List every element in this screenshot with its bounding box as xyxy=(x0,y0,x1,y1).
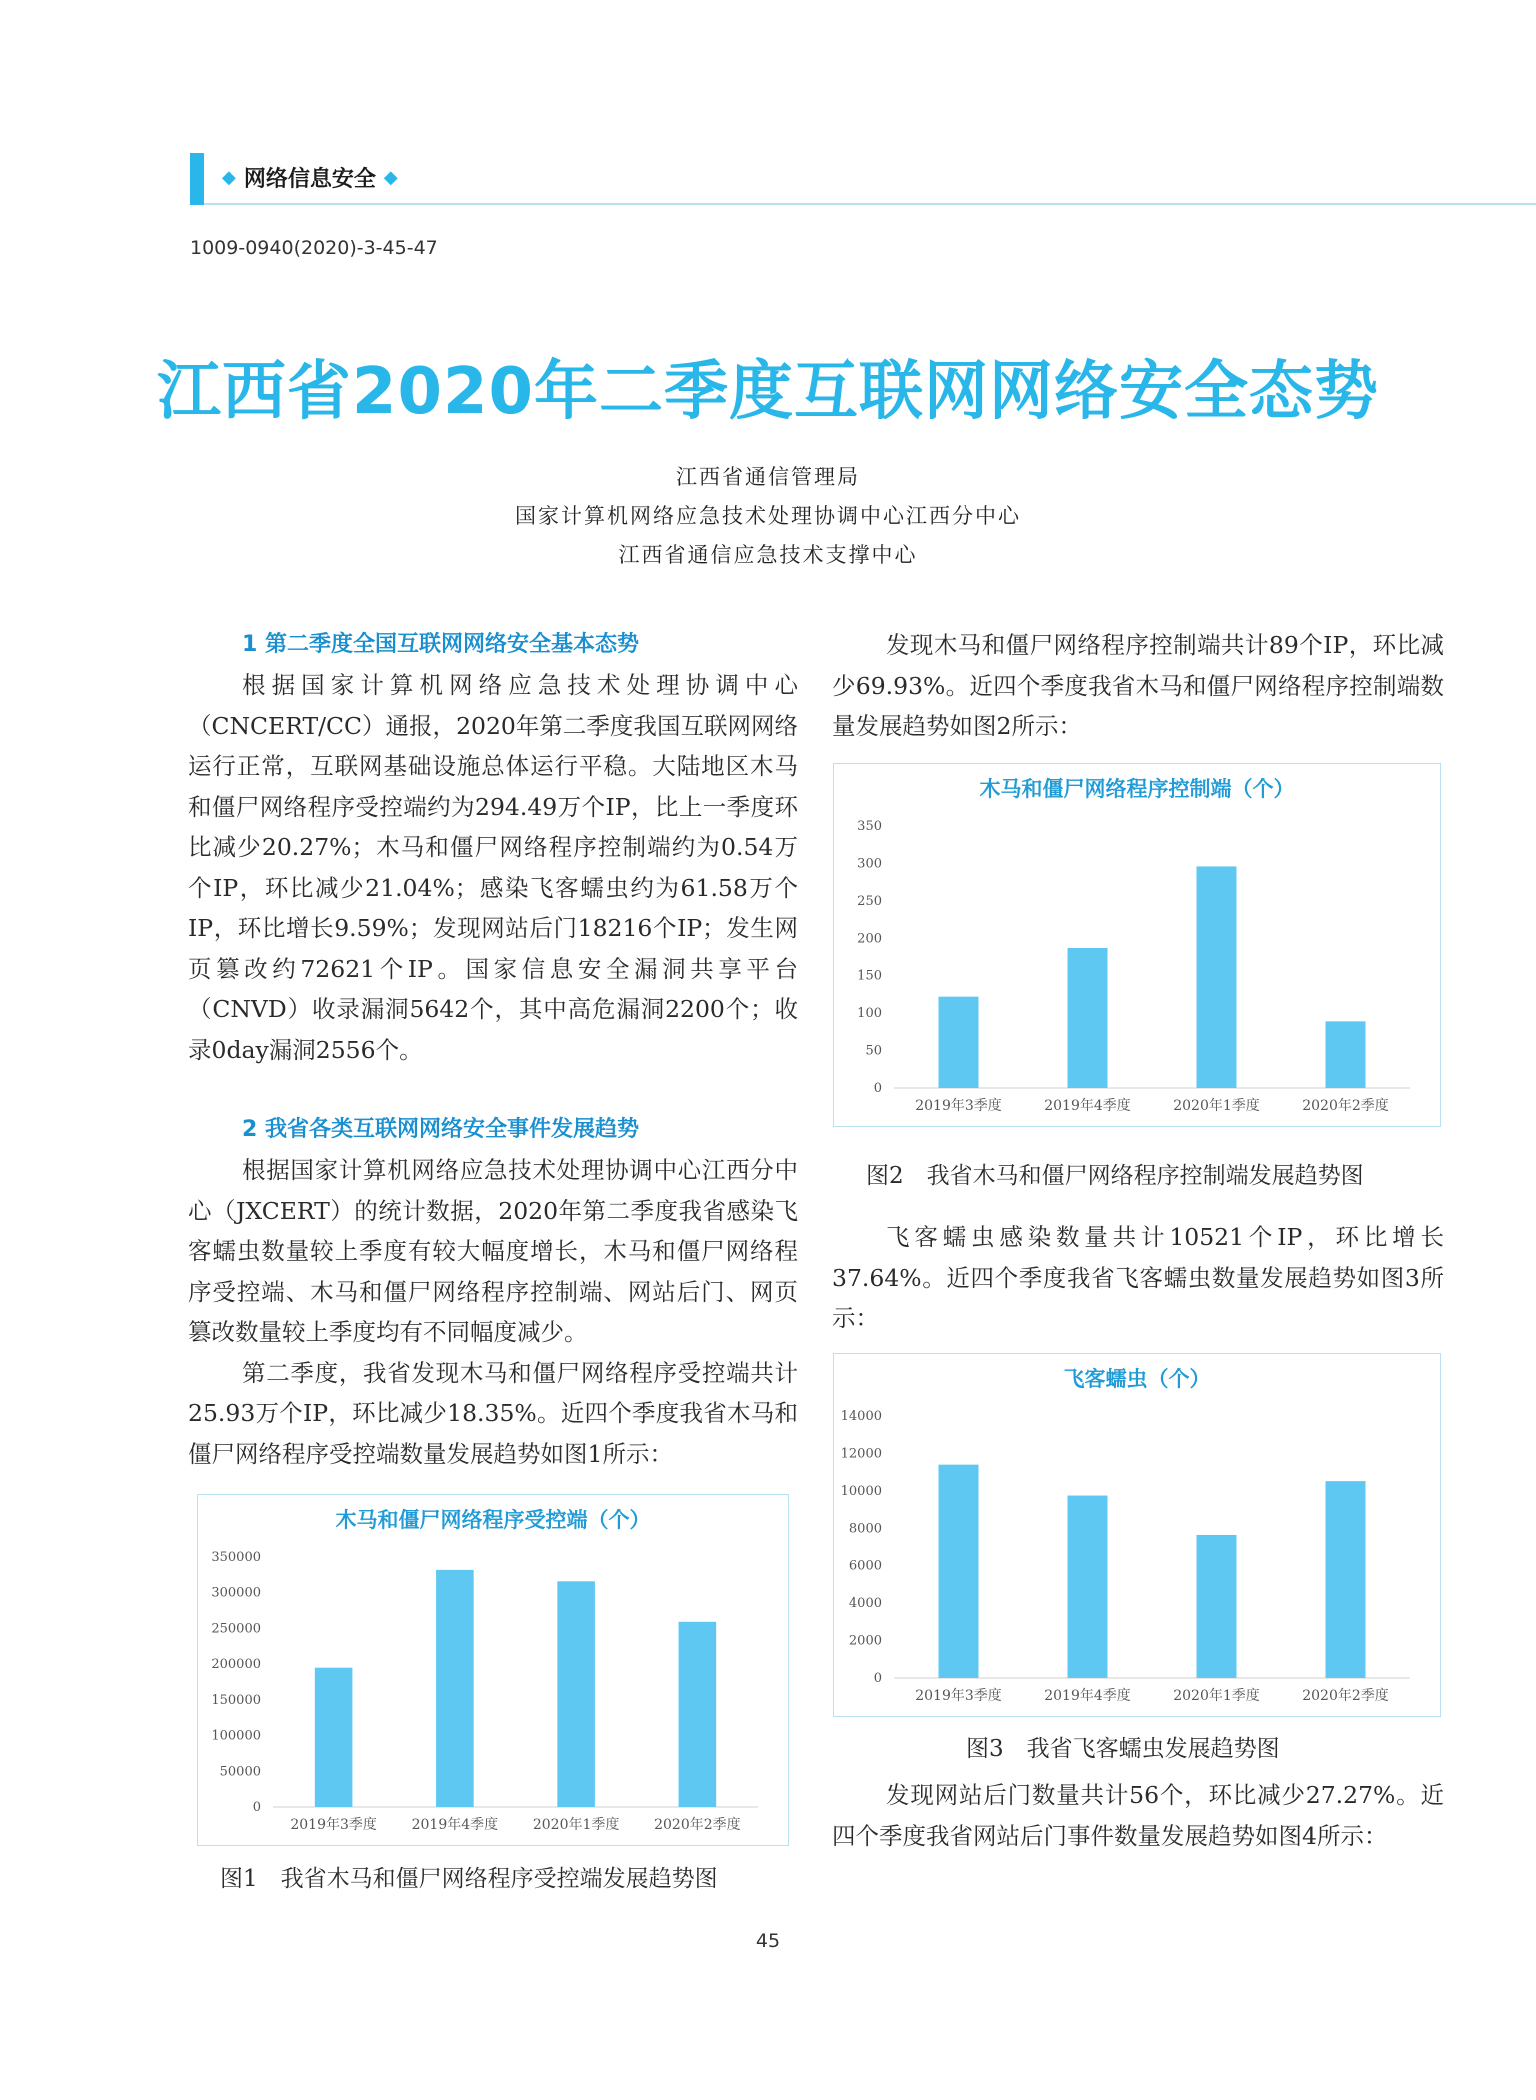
header-accent-bar xyxy=(190,153,204,205)
bar xyxy=(315,1668,353,1807)
left-column xyxy=(188,625,798,1474)
bar xyxy=(939,1465,979,1678)
x-tick-label: 2020年1季度 xyxy=(1173,1098,1260,1114)
y-tick-label: 200 xyxy=(857,931,882,947)
section-heading: 1 第二季度全国互联网网络安全基本态势 xyxy=(242,632,639,657)
bar xyxy=(1197,866,1237,1088)
bar xyxy=(1068,1496,1108,1678)
x-tick-label: 2019年3季度 xyxy=(915,1688,1002,1704)
bar xyxy=(1068,948,1108,1088)
y-tick-label: 0 xyxy=(252,1800,261,1815)
x-tick-label: 2019年3季度 xyxy=(915,1098,1002,1114)
y-tick-label: 50000 xyxy=(219,1764,261,1780)
page-number: 45 xyxy=(755,1930,781,1952)
figure-2-chart xyxy=(833,763,1441,1127)
y-tick-label: 6000 xyxy=(848,1558,882,1574)
figure-3-chart xyxy=(833,1353,1441,1717)
y-tick-label: 300000 xyxy=(211,1585,261,1601)
y-tick-label: 8000 xyxy=(848,1521,882,1537)
doc-id: 1009-0940(2020)-3-45-47 xyxy=(190,237,438,259)
x-tick-label: 2020年2季度 xyxy=(654,1817,741,1833)
y-tick-label: 200000 xyxy=(211,1657,261,1673)
diamond-icon: ◆ xyxy=(222,167,236,188)
y-tick-label: 12000 xyxy=(840,1446,882,1462)
x-tick-label: 2019年4季度 xyxy=(1044,1098,1131,1114)
author-line: 国家计算机网络应急技术处理协调中心江西分中心 xyxy=(515,504,1021,528)
page-title: 江西省2020年二季度互联网网络安全态势 xyxy=(156,355,1380,429)
bar xyxy=(436,1570,474,1807)
y-tick-label: 100 xyxy=(857,1006,882,1022)
bar xyxy=(1326,1481,1366,1678)
y-tick-label: 14000 xyxy=(840,1409,882,1424)
bar xyxy=(1197,1535,1237,1678)
diamond-icon: ◆ xyxy=(383,167,398,188)
right-column-bottom xyxy=(832,1775,1444,1856)
right-column-top xyxy=(832,625,1444,747)
chart-title: 飞客蠕虫（个） xyxy=(1063,1367,1211,1391)
y-tick-label: 0 xyxy=(873,1081,882,1096)
y-tick-label: 100000 xyxy=(211,1728,261,1744)
bar xyxy=(1326,1021,1366,1088)
body-paragraph: 根据国家计算机网络应急技术处理协调中心（CNCERT/CC）通报，2020年第二季度我国互联网网络运行正常，互联网基础设施总体运行平稳。大陆地区木马和僵尸网络程序受控端约为294.49万个IP，比上一季度环比减少20.27%；木马和僵尸网络程序控制端约为0.54万个IP，环比减少21.04%；感染飞客蠕虫约为61.58万个IP，环比增长9.59%；发现网站后门18216个IP；发生网页篡改约72621个IP。国家信息安全漏洞共享平台（CNVD）收录漏洞5642个，其中高危漏洞2200个；收录0day漏洞2556个。 xyxy=(188,671,798,1064)
section-label-text: 网络信息安全 xyxy=(243,167,376,192)
y-tick-label: 2000 xyxy=(848,1633,882,1649)
body-paragraph: 根据国家计算机网络应急技术处理协调中心江西分中心（JXCERT）的统计数据，2020年第二季度我省感染飞客蠕虫数量较上季度有较大幅度增长，木马和僵尸网络程序受控端、木马和僵尸网络程序控制端、网站后门、网页篡改数量较上季度均有不同幅度减少。 xyxy=(188,1156,798,1346)
figure-1-caption: 图1 我省木马和僵尸网络程序受控端发展趋势图 xyxy=(220,1866,718,1892)
author-line: 江西省通信管理局 xyxy=(676,465,860,489)
x-tick-label: 2019年4季度 xyxy=(1044,1688,1131,1704)
bar xyxy=(679,1622,717,1807)
section-label xyxy=(222,162,398,193)
author-line: 江西省通信应急技术支撑中心 xyxy=(618,543,918,567)
y-tick-label: 4000 xyxy=(848,1596,882,1612)
y-tick-label: 250000 xyxy=(211,1621,261,1637)
x-tick-label: 2019年3季度 xyxy=(290,1817,377,1833)
y-tick-label: 150 xyxy=(857,968,882,984)
y-tick-label: 300 xyxy=(857,856,882,872)
header-rule xyxy=(204,203,1536,205)
body-paragraph: 飞客蠕虫感染数量共计10521个IP，环比增长37.64%。近四个季度我省飞客蠕虫数量发展趋势如图3所示： xyxy=(832,1223,1444,1332)
bar xyxy=(557,1581,595,1807)
body-paragraph: 第二季度，我省发现木马和僵尸网络程序受控端共计25.93万个IP，环比减少18.35%。近四个季度我省木马和僵尸网络程序受控端数量发展趋势如图1所示： xyxy=(188,1358,798,1468)
right-column-mid xyxy=(832,1217,1444,1339)
x-tick-label: 2020年2季度 xyxy=(1302,1098,1389,1114)
y-tick-label: 350 xyxy=(857,819,882,834)
chart-title: 木马和僵尸网络程序受控端（个） xyxy=(335,1508,651,1532)
y-tick-label: 350000 xyxy=(211,1550,261,1565)
x-tick-label: 2019年4季度 xyxy=(411,1817,499,1833)
bar xyxy=(939,997,979,1088)
x-tick-label: 2020年1季度 xyxy=(532,1817,620,1833)
body-paragraph: 发现网站后门数量共计56个，环比减少27.27%。近四个季度我省网站后门事件数量发展趋势如图4所示： xyxy=(832,1781,1444,1850)
x-tick-label: 2020年1季度 xyxy=(1173,1688,1260,1704)
y-tick-label: 0 xyxy=(873,1671,882,1686)
y-tick-label: 10000 xyxy=(840,1483,882,1499)
figure-2-caption: 图2 我省木马和僵尸网络程序控制端发展趋势图 xyxy=(866,1163,1364,1189)
y-tick-label: 50 xyxy=(865,1043,882,1059)
chart-title: 木马和僵尸网络程序控制端（个） xyxy=(979,777,1295,801)
figure-3-caption: 图3 我省飞客蠕虫发展趋势图 xyxy=(966,1736,1280,1762)
y-tick-label: 150000 xyxy=(211,1692,261,1708)
body-paragraph: 发现木马和僵尸网络程序控制端共计89个IP，环比减少69.93%。近四个季度我省木马和僵尸网络程序控制端数量发展趋势如图2所示： xyxy=(832,631,1444,740)
y-tick-label: 250 xyxy=(857,893,882,909)
author-block xyxy=(0,458,1536,575)
section-heading: 2 我省各类互联网网络安全事件发展趋势 xyxy=(242,1117,639,1142)
figure-1-chart xyxy=(197,1494,789,1846)
x-tick-label: 2020年2季度 xyxy=(1302,1688,1389,1704)
